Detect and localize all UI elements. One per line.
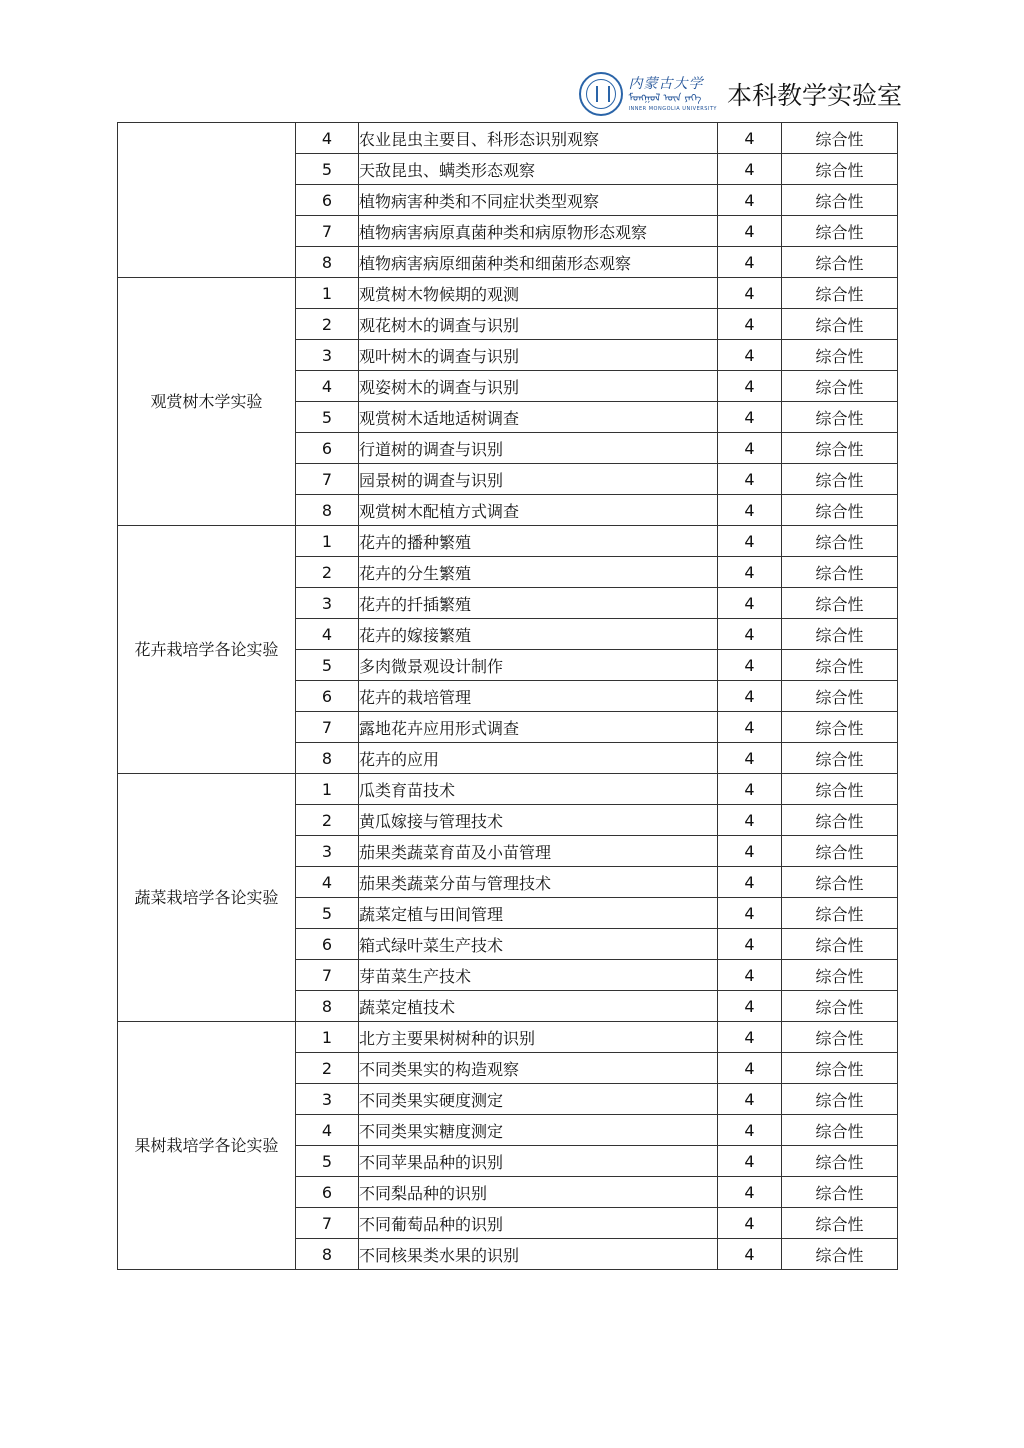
experiment-number-cell: 2	[296, 805, 359, 836]
class-hours-cell: 4	[718, 1053, 782, 1084]
class-hours-cell: 4	[718, 1084, 782, 1115]
class-hours-cell: 4	[718, 743, 782, 774]
experiment-number-cell: 7	[296, 216, 359, 247]
experiment-name-cell: 植物病害种类和不同症状类型观察	[359, 185, 718, 216]
table-row	[118, 774, 898, 805]
class-hours-cell: 4	[718, 433, 782, 464]
class-hours-cell: 4	[718, 1177, 782, 1208]
experiment-type-cell: 综合性	[782, 960, 898, 991]
class-hours-cell: 4	[718, 929, 782, 960]
class-hours-cell: 4	[718, 216, 782, 247]
experiment-name-cell: 黄瓜嫁接与管理技术	[359, 805, 718, 836]
experiment-number-cell: 5	[296, 154, 359, 185]
experiment-type-cell: 综合性	[782, 1146, 898, 1177]
experiment-type-cell: 综合性	[782, 278, 898, 309]
class-hours-cell: 4	[718, 123, 782, 154]
experiment-name-cell: 北方主要果树树种的识别	[359, 1022, 718, 1053]
experiment-name-cell: 观叶树木的调查与识别	[359, 340, 718, 371]
experiment-type-cell: 综合性	[782, 1208, 898, 1239]
experiment-name-cell: 茄果类蔬菜育苗及小苗管理	[359, 836, 718, 867]
class-hours-cell: 4	[718, 1208, 782, 1239]
table-row	[118, 123, 898, 154]
class-hours-cell: 4	[718, 991, 782, 1022]
experiment-name-cell: 不同梨品种的识别	[359, 1177, 718, 1208]
experiment-number-cell: 3	[296, 588, 359, 619]
experiment-name-cell: 植物病害病原真菌种类和病原物形态观察	[359, 216, 718, 247]
experiment-type-cell: 综合性	[782, 588, 898, 619]
experiment-type-cell: 综合性	[782, 1084, 898, 1115]
university-name-cn: 内蒙古大学	[628, 75, 704, 92]
class-hours-cell: 4	[718, 619, 782, 650]
class-hours-cell: 4	[718, 1146, 782, 1177]
experiment-number-cell: 7	[296, 960, 359, 991]
class-hours-cell: 4	[718, 867, 782, 898]
experiment-number-cell: 3	[296, 1084, 359, 1115]
experiment-name-cell: 观花树木的调查与识别	[359, 309, 718, 340]
experiment-type-cell: 综合性	[782, 1177, 898, 1208]
table-row	[118, 1022, 898, 1053]
experiment-number-cell: 5	[296, 1146, 359, 1177]
experiment-type-cell: 综合性	[782, 1053, 898, 1084]
experiment-type-cell: 综合性	[782, 464, 898, 495]
class-hours-cell: 4	[718, 1115, 782, 1146]
experiment-number-cell: 4	[296, 619, 359, 650]
class-hours-cell: 4	[718, 495, 782, 526]
class-hours-cell: 4	[718, 681, 782, 712]
experiment-name-cell: 观赏树木适地适树调查	[359, 402, 718, 433]
class-hours-cell: 4	[718, 526, 782, 557]
experiment-type-cell: 综合性	[782, 247, 898, 278]
experiment-name-cell: 植物病害病原细菌种类和细菌形态观察	[359, 247, 718, 278]
experiment-number-cell: 8	[296, 247, 359, 278]
experiment-type-cell: 综合性	[782, 495, 898, 526]
experiment-name-cell: 多肉微景观设计制作	[359, 650, 718, 681]
class-hours-cell: 4	[718, 402, 782, 433]
experiment-name-cell: 不同类果实糖度测定	[359, 1115, 718, 1146]
experiment-name-cell: 花卉的嫁接繁殖	[359, 619, 718, 650]
experiment-number-cell: 4	[296, 371, 359, 402]
experiment-number-cell: 4	[296, 1115, 359, 1146]
class-hours-cell: 4	[718, 371, 782, 402]
experiment-type-cell: 综合性	[782, 1239, 898, 1270]
experiment-name-cell: 花卉的播种繁殖	[359, 526, 718, 557]
experiment-name-cell: 花卉的应用	[359, 743, 718, 774]
university-name-en: INNER MONGOLIA UNIVERSITY	[628, 105, 717, 112]
experiment-type-cell: 综合性	[782, 836, 898, 867]
class-hours-cell: 4	[718, 898, 782, 929]
course-name-cell	[118, 123, 296, 278]
experiment-type-cell: 综合性	[782, 123, 898, 154]
class-hours-cell: 4	[718, 588, 782, 619]
experiment-name-cell: 不同类果实的构造观察	[359, 1053, 718, 1084]
experiment-type-cell: 综合性	[782, 650, 898, 681]
university-logo	[629, 77, 717, 112]
course-name-cell: 果树栽培学各论实验	[118, 1022, 296, 1270]
experiment-number-cell: 4	[296, 867, 359, 898]
class-hours-cell: 4	[718, 154, 782, 185]
experiment-type-cell: 综合性	[782, 526, 898, 557]
class-hours-cell: 4	[718, 960, 782, 991]
experiment-number-cell: 1	[296, 1022, 359, 1053]
table-body	[118, 123, 898, 1270]
experiment-number-cell: 5	[296, 650, 359, 681]
university-name-mn: ᠮᠣᠩᠭᠣᠯ ᠦᠨ ᠶᠡᠬᠡ	[628, 92, 702, 104]
class-hours-cell: 4	[718, 1239, 782, 1270]
experiment-type-cell: 综合性	[782, 340, 898, 371]
experiment-name-cell: 观赏树木配植方式调查	[359, 495, 718, 526]
experiment-name-cell: 天敌昆虫、螨类形态观察	[359, 154, 718, 185]
table-row	[118, 526, 898, 557]
experiment-table	[117, 122, 898, 1270]
experiment-name-cell: 芽苗菜生产技术	[359, 960, 718, 991]
experiment-type-cell: 综合性	[782, 371, 898, 402]
experiment-number-cell: 1	[296, 526, 359, 557]
experiment-name-cell: 不同苹果品种的识别	[359, 1146, 718, 1177]
class-hours-cell: 4	[718, 836, 782, 867]
experiment-type-cell: 综合性	[782, 433, 898, 464]
experiment-number-cell: 3	[296, 340, 359, 371]
experiment-number-cell: 8	[296, 991, 359, 1022]
table-row	[118, 278, 898, 309]
experiment-number-cell: 6	[296, 185, 359, 216]
experiment-number-cell: 8	[296, 743, 359, 774]
experiment-number-cell: 7	[296, 1208, 359, 1239]
experiment-number-cell: 4	[296, 123, 359, 154]
experiment-name-cell: 观姿树木的调查与识别	[359, 371, 718, 402]
experiment-number-cell: 2	[296, 309, 359, 340]
experiment-number-cell: 6	[296, 1177, 359, 1208]
experiment-number-cell: 3	[296, 836, 359, 867]
experiment-number-cell: 1	[296, 278, 359, 309]
lab-title: 本科教学实验室	[726, 81, 902, 110]
experiment-type-cell: 综合性	[782, 1022, 898, 1053]
experiment-number-cell: 8	[296, 495, 359, 526]
experiment-name-cell: 不同类果实硬度测定	[359, 1084, 718, 1115]
university-seal-icon	[579, 72, 623, 116]
class-hours-cell: 4	[718, 1022, 782, 1053]
experiment-number-cell: 5	[296, 898, 359, 929]
experiment-type-cell: 综合性	[782, 991, 898, 1022]
experiment-name-cell: 花卉的扦插繁殖	[359, 588, 718, 619]
experiment-name-cell: 花卉的分生繁殖	[359, 557, 718, 588]
page-header	[579, 70, 902, 118]
experiment-number-cell: 6	[296, 433, 359, 464]
experiment-type-cell: 综合性	[782, 402, 898, 433]
experiment-name-cell: 不同核果类水果的识别	[359, 1239, 718, 1270]
class-hours-cell: 4	[718, 340, 782, 371]
experiment-type-cell: 综合性	[782, 805, 898, 836]
experiment-name-cell: 露地花卉应用形式调查	[359, 712, 718, 743]
experiment-type-cell: 综合性	[782, 309, 898, 340]
experiment-name-cell: 蔬菜定植技术	[359, 991, 718, 1022]
experiment-type-cell: 综合性	[782, 898, 898, 929]
class-hours-cell: 4	[718, 464, 782, 495]
experiment-type-cell: 综合性	[782, 712, 898, 743]
experiment-type-cell: 综合性	[782, 216, 898, 247]
experiment-number-cell: 7	[296, 712, 359, 743]
course-name-cell: 观赏树木学实验	[118, 278, 296, 526]
experiment-type-cell: 综合性	[782, 619, 898, 650]
experiment-number-cell: 5	[296, 402, 359, 433]
class-hours-cell: 4	[718, 309, 782, 340]
experiment-number-cell: 2	[296, 557, 359, 588]
experiment-type-cell: 综合性	[782, 774, 898, 805]
experiment-name-cell: 观赏树木物候期的观测	[359, 278, 718, 309]
class-hours-cell: 4	[718, 247, 782, 278]
experiment-type-cell: 综合性	[782, 154, 898, 185]
experiment-number-cell: 8	[296, 1239, 359, 1270]
experiment-name-cell: 茄果类蔬菜分苗与管理技术	[359, 867, 718, 898]
experiment-number-cell: 6	[296, 681, 359, 712]
experiment-type-cell: 综合性	[782, 1115, 898, 1146]
experiment-name-cell: 农业昆虫主要目、科形态识别观察	[359, 123, 718, 154]
experiment-number-cell: 7	[296, 464, 359, 495]
experiment-type-cell: 综合性	[782, 743, 898, 774]
class-hours-cell: 4	[718, 185, 782, 216]
experiment-name-cell: 瓜类育苗技术	[359, 774, 718, 805]
experiment-name-cell: 箱式绿叶菜生产技术	[359, 929, 718, 960]
experiment-name-cell: 行道树的调查与识别	[359, 433, 718, 464]
experiment-type-cell: 综合性	[782, 185, 898, 216]
class-hours-cell: 4	[718, 650, 782, 681]
experiment-number-cell: 6	[296, 929, 359, 960]
experiment-name-cell: 花卉的栽培管理	[359, 681, 718, 712]
experiment-type-cell: 综合性	[782, 681, 898, 712]
class-hours-cell: 4	[718, 712, 782, 743]
experiment-name-cell: 园景树的调查与识别	[359, 464, 718, 495]
experiment-number-cell: 1	[296, 774, 359, 805]
class-hours-cell: 4	[718, 278, 782, 309]
class-hours-cell: 4	[718, 774, 782, 805]
experiment-type-cell: 综合性	[782, 557, 898, 588]
experiment-number-cell: 2	[296, 1053, 359, 1084]
experiment-name-cell: 蔬菜定植与田间管理	[359, 898, 718, 929]
experiment-type-cell: 综合性	[782, 929, 898, 960]
course-name-cell: 花卉栽培学各论实验	[118, 526, 296, 774]
class-hours-cell: 4	[718, 557, 782, 588]
experiment-type-cell: 综合性	[782, 867, 898, 898]
class-hours-cell: 4	[718, 805, 782, 836]
experiment-name-cell: 不同葡萄品种的识别	[359, 1208, 718, 1239]
course-name-cell: 蔬菜栽培学各论实验	[118, 774, 296, 1022]
